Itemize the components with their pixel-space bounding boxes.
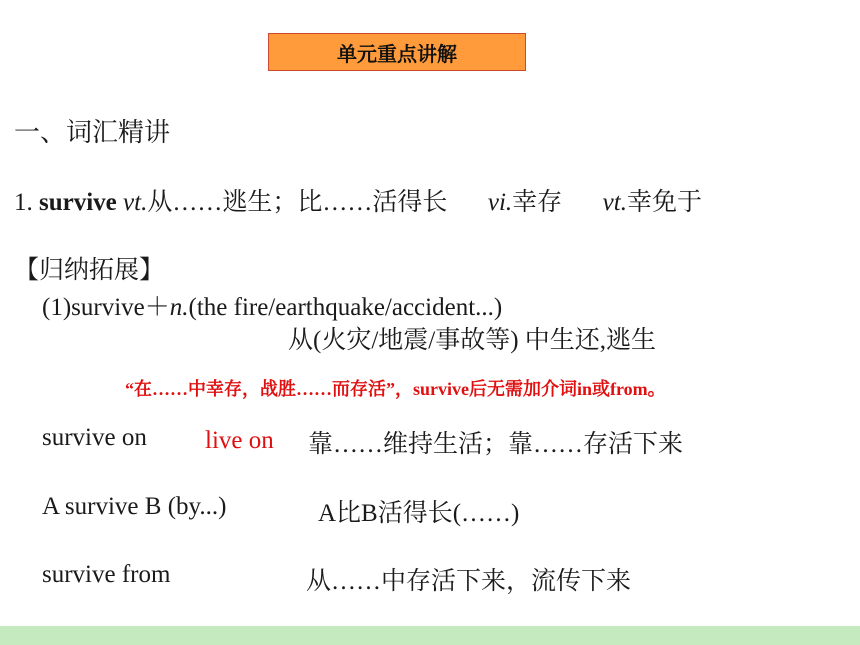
section-heading: 一、词汇精讲 [14, 118, 171, 147]
pattern-1-suffix: (the fire/earthquake/accident...) [188, 294, 503, 321]
phrase-a-survive-b: A survive B (by...) [42, 493, 227, 520]
page-title [268, 33, 526, 71]
summary-heading: 【归纳拓展】 [14, 257, 165, 284]
entry-def-1: 从……逃生；比……活得长 [147, 189, 448, 216]
vocab-entry [14, 182, 702, 218]
entry-number: 1. [14, 189, 33, 216]
entry-pos-2: vi. [487, 189, 513, 216]
phrase-survive-from-meaning: 从……中存活下来，流传下来 [306, 568, 632, 595]
pattern-1-meaning: 从(火灾/地震/事故等) 中生还,逃生 [288, 327, 657, 354]
footer-bar [0, 626, 860, 645]
phrase-survive-on-meaning: 靠……维持生活；靠……存活下来 [308, 431, 684, 458]
entry-def-2: 幸存 [512, 189, 563, 216]
pattern-1-n: n. [169, 294, 189, 321]
phrase-survive-on: survive on [42, 424, 147, 451]
phrase-survive-from: survive from [42, 561, 171, 588]
entry-def-3: 幸免于 [626, 189, 702, 216]
pattern-1-prefix: (1)survive＋ [42, 294, 170, 321]
pattern-1 [42, 287, 502, 323]
phrase-a-survive-b-meaning: A比B活得长(……) [318, 500, 520, 527]
entry-pos-3: vt. [602, 189, 627, 216]
entry-word: survive [39, 189, 117, 216]
entry-pos-1: vt. [123, 189, 148, 216]
phrase-answer-live-on: live on [205, 427, 274, 454]
red-note: “在……中幸存，战胜……而存活”，survive后无需加介词in或from。 [125, 379, 666, 399]
page-title-text: 单元重点讲解 [337, 43, 457, 66]
